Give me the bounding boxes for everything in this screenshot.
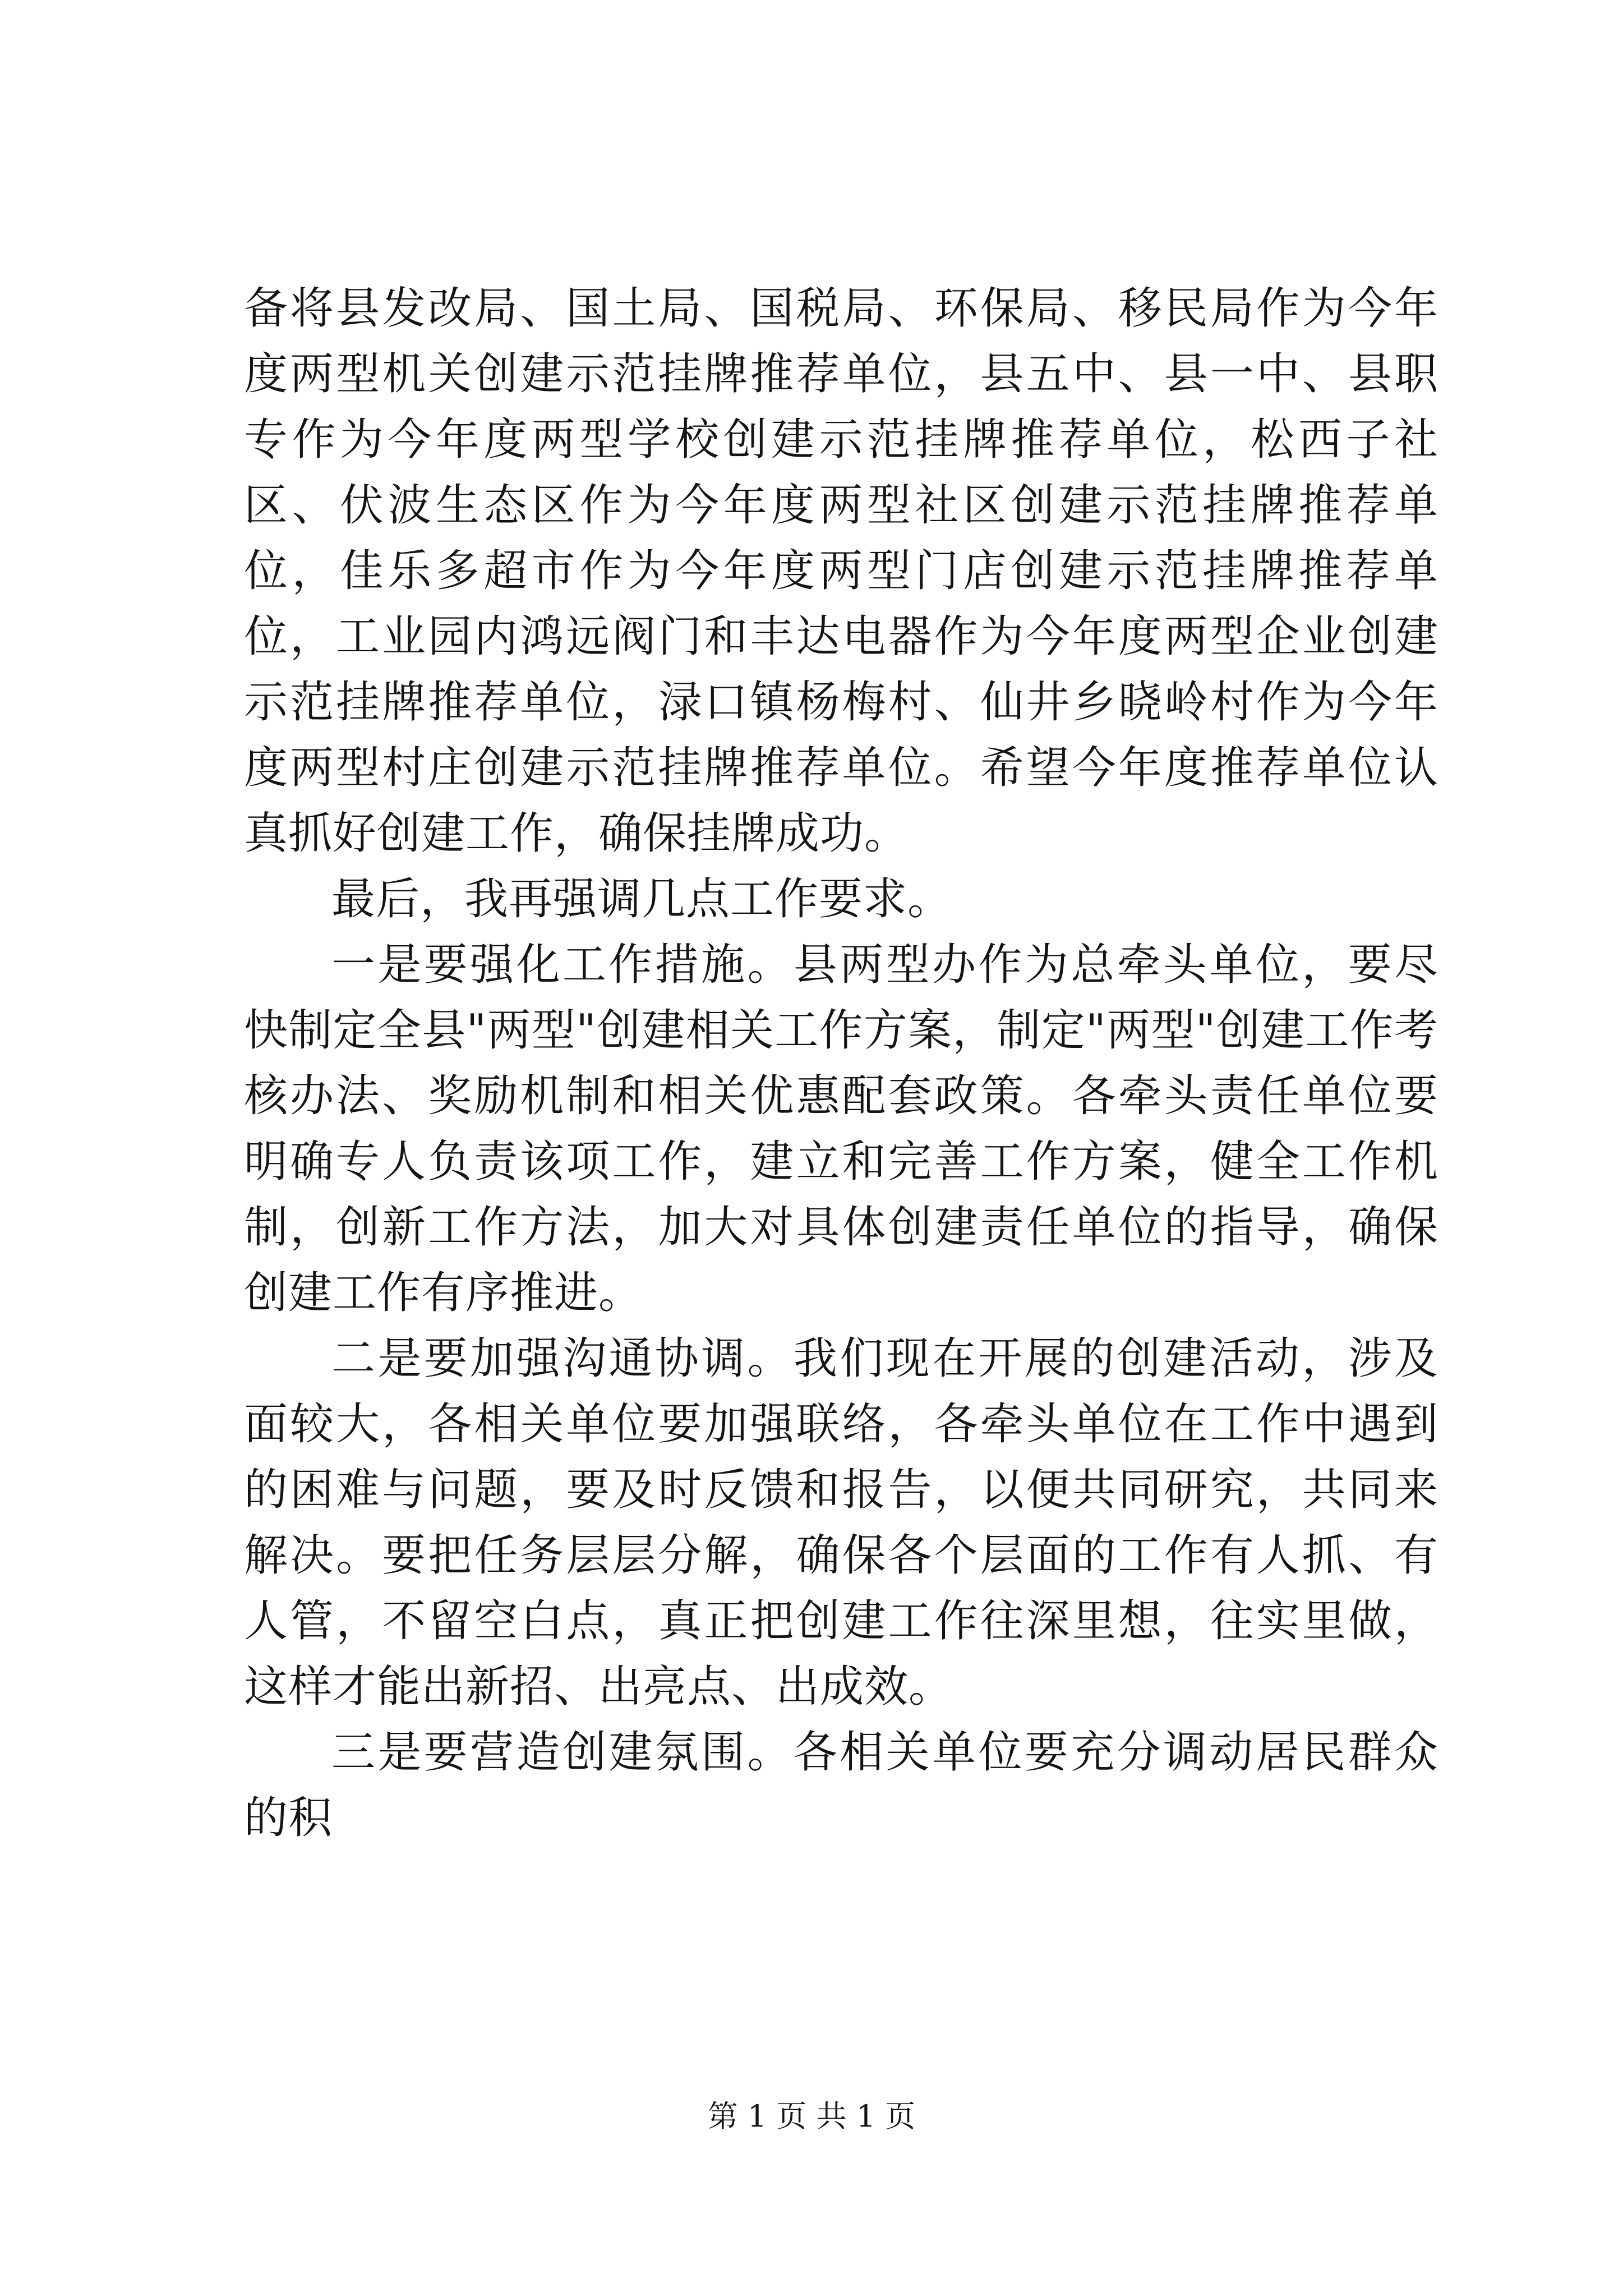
paragraph-3: 一是要强化工作措施。县两型办作为总牵头单位，要尽快制定全县"两型"创建相关工作方案，制定"两型"创建工作考核办法、奖励机制和相关优惠配套政策。各牵头责任单位要明确专人负责该项工作，建立和完善工作方案，健全工作机制，创新工作方法，加大对具体创建责任单位的指导，确保创建工作有序推进。 bbox=[244, 940, 1438, 1318]
document-body bbox=[244, 276, 1438, 1851]
paragraph-2: 最后，我再强调几点工作要求。 bbox=[331, 874, 952, 924]
page-footer: 第 1 页 共 1 页 bbox=[707, 2099, 916, 2134]
paragraph-4: 二是要加强沟通协调。我们现在开展的创建活动，涉及面较大，各相关单位要加强联络，各牵头单位在工作中遇到的困难与问题，要及时反馈和报告，以便共同研究，共同来解决。要把任务层层分解，确保各个层面的工作有人抓、有人管，不留空白点，真正把创建工作往深里想，往实里做，这样才能出新招、出亮点、出成效。 bbox=[244, 1333, 1438, 1712]
paragraph-5: 三是要营造创建氛围。各相关单位要充分调动居民群众的积 bbox=[244, 1727, 1438, 1843]
paragraph-1: 备将县发改局、国土局、国税局、环保局、移民局作为今年度两型机关创建示范挂牌推荐单位，县五中、县一中、县职专作为今年度两型学校创建示范挂牌推荐单位，松西子社区、伏波生态区作为今年度两型社区创建示范挂牌推荐单位，佳乐多超市作为今年度两型门店创建示范挂牌推荐单位，工业园内鸿远阀门和丰达电器作为今年度两型企业创建示范挂牌推荐单位，渌口镇杨梅村、仙井乡晓岭村作为今年度两型村庄创建示范挂牌推荐单位。希望今年度推荐单位认真抓好创建工作，确保挂牌成功。 bbox=[244, 283, 1438, 859]
